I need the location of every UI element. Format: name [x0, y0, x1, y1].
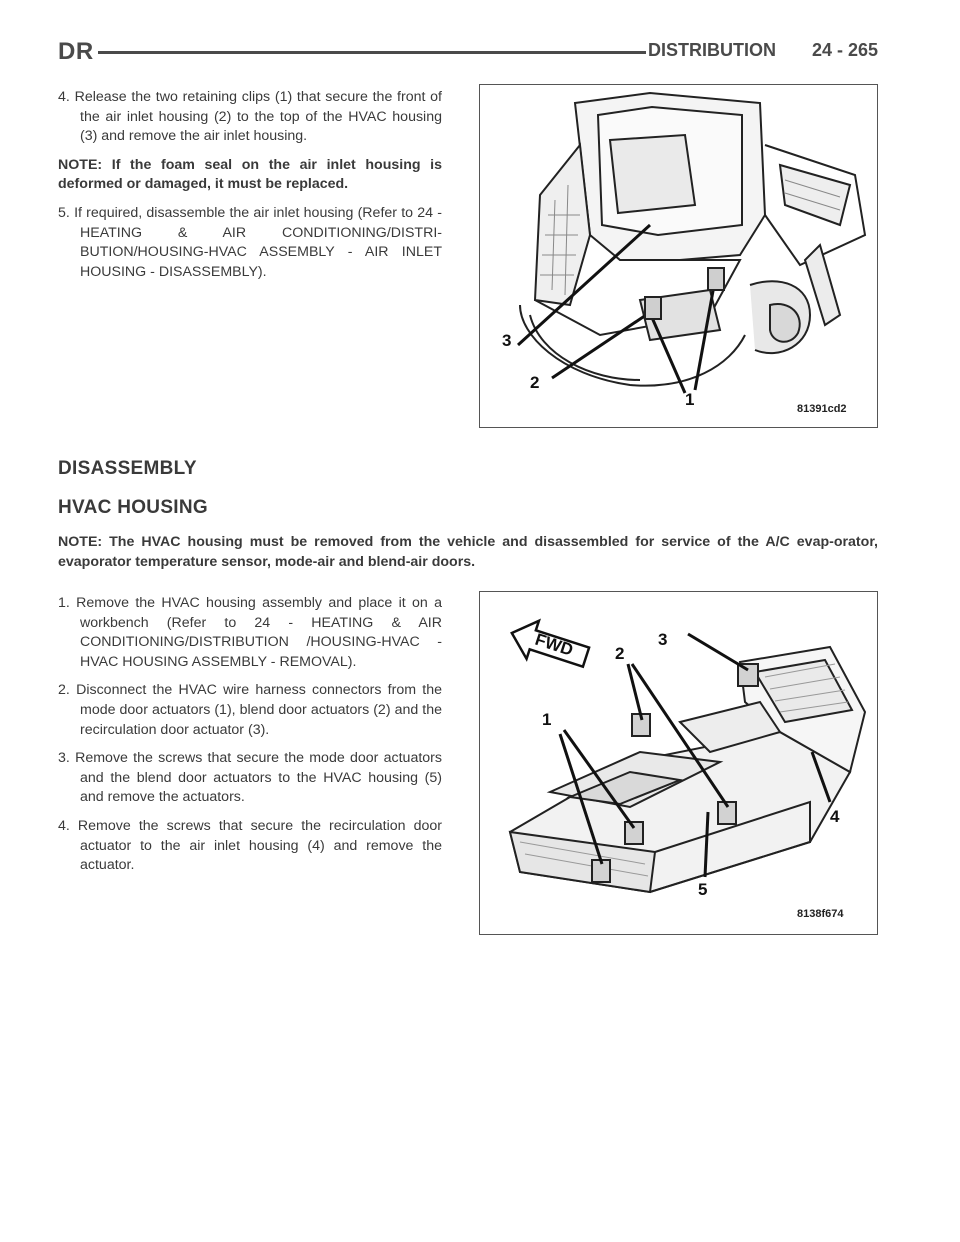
- section-heading: DISASSEMBLY: [58, 458, 197, 479]
- step-item: 1. Remove the HVAC housing assembly and place it on a workbench (Refer to 24 - HEATING & AIR CONDITIONING/DISTRIBUTION /HOUSING-HVAC - HVAC HOUSING ASSEMBLY - REMOVAL).: [58, 595, 442, 670]
- removal-steps: [58, 88, 442, 291]
- callout-1: 1: [542, 710, 552, 729]
- callout-3: 3: [502, 331, 512, 350]
- step-item: 4. Release the two retaining clips (1) that secure the front of the air inlet housing (2) to the top of the HVAC housing (3) and remove the air inlet housing.: [58, 89, 442, 145]
- callout-3: 3: [658, 630, 668, 649]
- figure-code: 8138f674: [797, 908, 844, 920]
- step-item: 5. If required, disassemble the air inlet housing (Refer to 24 - HEATING & AIR CONDITIONING/DISTRI-BUTION/HOUSING-HVAC ASSEMBLY - AIR INLET HOUSING - DISASSEMBLY).: [58, 204, 442, 280]
- disassembly-steps: [58, 594, 442, 885]
- note-hvac-housing: NOTE: The HVAC housing must be removed from the vehicle and disassembled for service of the A/C evap-orator, evaporator temperature sensor, mode-air and blend-air doors.: [58, 534, 878, 570]
- callout-1: 1: [685, 390, 695, 409]
- callout-5: 5: [698, 880, 708, 899]
- page-number: 24 - 265: [811, 40, 878, 60]
- callout-2: 2: [530, 373, 540, 392]
- header-rule: [98, 51, 646, 54]
- hvac-illustration-1: [480, 85, 877, 427]
- figure-air-inlet-housing: [479, 84, 878, 428]
- figure-code: 81391cd2: [797, 403, 847, 415]
- callout-2: 2: [615, 644, 625, 663]
- step-item: 4. Remove the screws that secure the recirculation door actuator to the air inlet housing (4) and remove the actuator.: [58, 817, 442, 874]
- step-item: 2. Disconnect the HVAC wire harness connectors from the mode door actuators (1), blend door actuators (2) and the recirculation door actuator (3).: [58, 682, 442, 738]
- figure-hvac-housing: [479, 591, 878, 935]
- fwd-label: FWD: [532, 629, 576, 660]
- section-title: DISTRIBUTION: [648, 40, 776, 60]
- hvac-illustration-2: [480, 592, 877, 934]
- note-foam-seal: NOTE: If the foam seal on the air inlet housing is deformed or damaged, it must be replaced.: [58, 156, 442, 193]
- page-header: [58, 38, 878, 68]
- callout-4: 4: [830, 807, 840, 826]
- subsection-heading: HVAC HOUSING: [58, 497, 208, 518]
- section-code: DR: [58, 38, 94, 65]
- step-item: 3. Remove the screws that secure the mode door actuators and the blend door actuators to the HVAC housing (5) and remove the actuators.: [58, 750, 442, 806]
